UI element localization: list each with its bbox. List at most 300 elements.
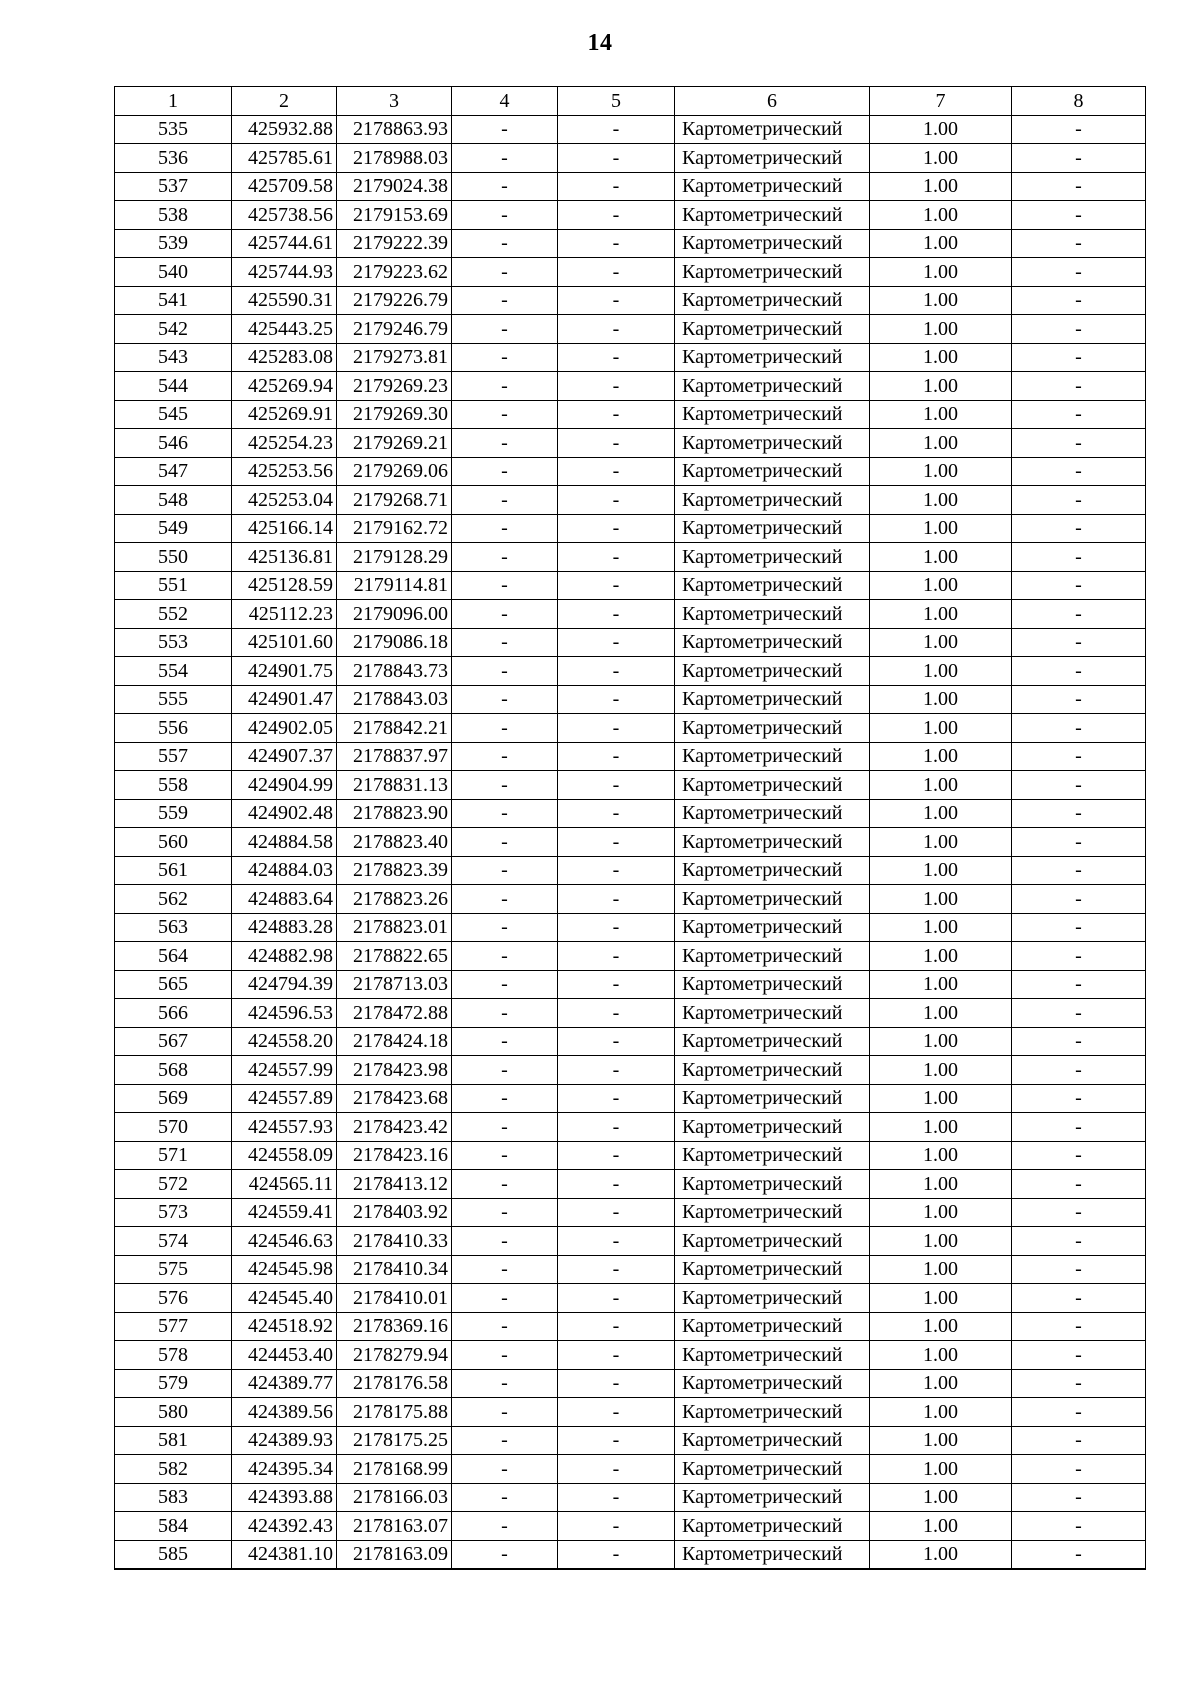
point-number-cell: 579 <box>115 1369 232 1398</box>
y-coordinate-cell: 2179246.79 <box>337 315 452 344</box>
method-cell: Картометрический <box>675 1113 870 1142</box>
method-cell: Картометрический <box>675 1512 870 1541</box>
method-cell: Картометрический <box>675 486 870 515</box>
x-coordinate-cell: 424389.56 <box>232 1398 337 1427</box>
accuracy-cell: 1.00 <box>870 315 1012 344</box>
method-cell: Картометрический <box>675 172 870 201</box>
table-row <box>115 1341 1146 1370</box>
accuracy-cell: 1.00 <box>870 828 1012 857</box>
x-coordinate-cell: 424883.28 <box>232 913 337 942</box>
table-row <box>115 657 1146 686</box>
col8-value-cell: - <box>1012 229 1146 258</box>
x-coordinate-cell: 425136.81 <box>232 543 337 572</box>
accuracy-cell: 1.00 <box>870 1113 1012 1142</box>
col5-value-cell: - <box>558 543 675 572</box>
col5-value-cell: - <box>558 628 675 657</box>
col8-value-cell: - <box>1012 771 1146 800</box>
y-coordinate-cell: 2178423.42 <box>337 1113 452 1142</box>
header-row <box>115 87 1146 116</box>
x-coordinate-cell: 424545.40 <box>232 1284 337 1313</box>
point-number-cell: 571 <box>115 1141 232 1170</box>
y-coordinate-cell: 2178988.03 <box>337 144 452 173</box>
y-coordinate-cell: 2178842.21 <box>337 714 452 743</box>
y-coordinate-cell: 2178823.90 <box>337 799 452 828</box>
y-coordinate-cell: 2179226.79 <box>337 286 452 315</box>
accuracy-cell: 1.00 <box>870 229 1012 258</box>
col4-value-cell: - <box>452 600 558 629</box>
y-coordinate-cell: 2178837.97 <box>337 742 452 771</box>
column-header-5: 5 <box>558 87 675 116</box>
column-header-8: 8 <box>1012 87 1146 116</box>
col5-value-cell: - <box>558 144 675 173</box>
y-coordinate-cell: 2179128.29 <box>337 543 452 572</box>
table-row <box>115 1455 1146 1484</box>
point-number-cell: 558 <box>115 771 232 800</box>
table-row <box>115 1255 1146 1284</box>
table-row <box>115 1027 1146 1056</box>
y-coordinate-cell: 2179269.30 <box>337 400 452 429</box>
accuracy-cell: 1.00 <box>870 1141 1012 1170</box>
method-cell: Картометрический <box>675 372 870 401</box>
point-number-cell: 557 <box>115 742 232 771</box>
method-cell: Картометрический <box>675 657 870 686</box>
col4-value-cell: - <box>452 514 558 543</box>
method-cell: Картометрический <box>675 942 870 971</box>
col8-value-cell: - <box>1012 543 1146 572</box>
accuracy-cell: 1.00 <box>870 1426 1012 1455</box>
col4-value-cell: - <box>452 885 558 914</box>
x-coordinate-cell: 425709.58 <box>232 172 337 201</box>
method-cell: Картометрический <box>675 115 870 144</box>
x-coordinate-cell: 424794.39 <box>232 970 337 999</box>
col5-value-cell: - <box>558 1426 675 1455</box>
accuracy-cell: 1.00 <box>870 999 1012 1028</box>
table-row <box>115 714 1146 743</box>
col4-value-cell: - <box>452 457 558 486</box>
point-number-cell: 564 <box>115 942 232 971</box>
y-coordinate-cell: 2178163.09 <box>337 1540 452 1569</box>
col5-value-cell: - <box>558 1369 675 1398</box>
table-row <box>115 229 1146 258</box>
col8-value-cell: - <box>1012 799 1146 828</box>
x-coordinate-cell: 424518.92 <box>232 1312 337 1341</box>
x-coordinate-cell: 425283.08 <box>232 343 337 372</box>
accuracy-cell: 1.00 <box>870 1198 1012 1227</box>
accuracy-cell: 1.00 <box>870 115 1012 144</box>
col8-value-cell: - <box>1012 343 1146 372</box>
method-cell: Картометрический <box>675 1483 870 1512</box>
col8-value-cell: - <box>1012 1455 1146 1484</box>
y-coordinate-cell: 2178176.58 <box>337 1369 452 1398</box>
table-row <box>115 343 1146 372</box>
table-row <box>115 799 1146 828</box>
col4-value-cell: - <box>452 115 558 144</box>
col5-value-cell: - <box>558 799 675 828</box>
col5-value-cell: - <box>558 913 675 942</box>
accuracy-cell: 1.00 <box>870 600 1012 629</box>
accuracy-cell: 1.00 <box>870 799 1012 828</box>
col5-value-cell: - <box>558 1027 675 1056</box>
table-row <box>115 1113 1146 1142</box>
x-coordinate-cell: 424884.58 <box>232 828 337 857</box>
accuracy-cell: 1.00 <box>870 201 1012 230</box>
col5-value-cell: - <box>558 942 675 971</box>
table-row <box>115 486 1146 515</box>
col4-value-cell: - <box>452 1198 558 1227</box>
y-coordinate-cell: 2178423.68 <box>337 1084 452 1113</box>
y-coordinate-cell: 2179269.21 <box>337 429 452 458</box>
col4-value-cell: - <box>452 913 558 942</box>
col8-value-cell: - <box>1012 970 1146 999</box>
col8-value-cell: - <box>1012 115 1146 144</box>
col8-value-cell: - <box>1012 685 1146 714</box>
x-coordinate-cell: 424901.75 <box>232 657 337 686</box>
y-coordinate-cell: 2178410.34 <box>337 1255 452 1284</box>
col8-value-cell: - <box>1012 1141 1146 1170</box>
point-number-cell: 550 <box>115 543 232 572</box>
col5-value-cell: - <box>558 1483 675 1512</box>
col8-value-cell: - <box>1012 514 1146 543</box>
col8-value-cell: - <box>1012 1027 1146 1056</box>
col4-value-cell: - <box>452 828 558 857</box>
table-row <box>115 856 1146 885</box>
table-row <box>115 771 1146 800</box>
col5-value-cell: - <box>558 1198 675 1227</box>
table-row <box>115 1056 1146 1085</box>
method-cell: Картометрический <box>675 799 870 828</box>
method-cell: Картометрический <box>675 229 870 258</box>
y-coordinate-cell: 2178863.93 <box>337 115 452 144</box>
col8-value-cell: - <box>1012 1341 1146 1370</box>
col5-value-cell: - <box>558 343 675 372</box>
x-coordinate-cell: 424453.40 <box>232 1341 337 1370</box>
col8-value-cell: - <box>1012 1483 1146 1512</box>
accuracy-cell: 1.00 <box>870 970 1012 999</box>
col8-value-cell: - <box>1012 1255 1146 1284</box>
column-header-2: 2 <box>232 87 337 116</box>
x-coordinate-cell: 425253.04 <box>232 486 337 515</box>
col8-value-cell: - <box>1012 1512 1146 1541</box>
col8-value-cell: - <box>1012 714 1146 743</box>
table-row <box>115 742 1146 771</box>
accuracy-cell: 1.00 <box>870 514 1012 543</box>
accuracy-cell: 1.00 <box>870 1027 1012 1056</box>
col4-value-cell: - <box>452 1512 558 1541</box>
method-cell: Картометрический <box>675 913 870 942</box>
col5-value-cell: - <box>558 172 675 201</box>
accuracy-cell: 1.00 <box>870 1255 1012 1284</box>
col5-value-cell: - <box>558 286 675 315</box>
y-coordinate-cell: 2178403.92 <box>337 1198 452 1227</box>
accuracy-cell: 1.00 <box>870 343 1012 372</box>
method-cell: Картометрический <box>675 429 870 458</box>
col4-value-cell: - <box>452 1170 558 1199</box>
table-row <box>115 828 1146 857</box>
point-number-cell: 566 <box>115 999 232 1028</box>
col4-value-cell: - <box>452 429 558 458</box>
x-coordinate-cell: 424904.99 <box>232 771 337 800</box>
col4-value-cell: - <box>452 970 558 999</box>
col5-value-cell: - <box>558 1084 675 1113</box>
accuracy-cell: 1.00 <box>870 372 1012 401</box>
col4-value-cell: - <box>452 172 558 201</box>
accuracy-cell: 1.00 <box>870 1341 1012 1370</box>
x-coordinate-cell: 425101.60 <box>232 628 337 657</box>
col4-value-cell: - <box>452 1141 558 1170</box>
point-number-cell: 562 <box>115 885 232 914</box>
x-coordinate-cell: 424882.98 <box>232 942 337 971</box>
accuracy-cell: 1.00 <box>870 1483 1012 1512</box>
x-coordinate-cell: 424546.63 <box>232 1227 337 1256</box>
col5-value-cell: - <box>558 1255 675 1284</box>
table-row <box>115 1198 1146 1227</box>
table-row <box>115 1141 1146 1170</box>
point-number-cell: 565 <box>115 970 232 999</box>
point-number-cell: 549 <box>115 514 232 543</box>
point-number-cell: 537 <box>115 172 232 201</box>
point-number-cell: 573 <box>115 1198 232 1227</box>
col5-value-cell: - <box>558 885 675 914</box>
y-coordinate-cell: 2179086.18 <box>337 628 452 657</box>
method-cell: Картометрический <box>675 885 870 914</box>
col8-value-cell: - <box>1012 1056 1146 1085</box>
method-cell: Картометрический <box>675 828 870 857</box>
y-coordinate-cell: 2178168.99 <box>337 1455 452 1484</box>
col8-value-cell: - <box>1012 742 1146 771</box>
col4-value-cell: - <box>452 856 558 885</box>
col5-value-cell: - <box>558 1113 675 1142</box>
col4-value-cell: - <box>452 372 558 401</box>
x-coordinate-cell: 425744.93 <box>232 258 337 287</box>
table-row <box>115 1369 1146 1398</box>
y-coordinate-cell: 2178369.16 <box>337 1312 452 1341</box>
y-coordinate-cell: 2178175.25 <box>337 1426 452 1455</box>
y-coordinate-cell: 2178843.03 <box>337 685 452 714</box>
col4-value-cell: - <box>452 315 558 344</box>
col4-value-cell: - <box>452 1027 558 1056</box>
method-cell: Картометрический <box>675 1455 870 1484</box>
x-coordinate-cell: 424557.89 <box>232 1084 337 1113</box>
method-cell: Картометрический <box>675 999 870 1028</box>
col5-value-cell: - <box>558 486 675 515</box>
table-row <box>115 372 1146 401</box>
x-coordinate-cell: 425166.14 <box>232 514 337 543</box>
col5-value-cell: - <box>558 714 675 743</box>
col5-value-cell: - <box>558 258 675 287</box>
col4-value-cell: - <box>452 771 558 800</box>
point-number-cell: 559 <box>115 799 232 828</box>
y-coordinate-cell: 2178472.88 <box>337 999 452 1028</box>
table-row <box>115 258 1146 287</box>
accuracy-cell: 1.00 <box>870 571 1012 600</box>
point-number-cell: 578 <box>115 1341 232 1370</box>
y-coordinate-cell: 2178831.13 <box>337 771 452 800</box>
col5-value-cell: - <box>558 828 675 857</box>
y-coordinate-cell: 2178413.12 <box>337 1170 452 1199</box>
method-cell: Картометрический <box>675 1255 870 1284</box>
col5-value-cell: - <box>558 685 675 714</box>
method-cell: Картометрический <box>675 1341 870 1370</box>
accuracy-cell: 1.00 <box>870 400 1012 429</box>
x-coordinate-cell: 424596.53 <box>232 999 337 1028</box>
col5-value-cell: - <box>558 1141 675 1170</box>
y-coordinate-cell: 2178410.33 <box>337 1227 452 1256</box>
accuracy-cell: 1.00 <box>870 657 1012 686</box>
point-number-cell: 536 <box>115 144 232 173</box>
col4-value-cell: - <box>452 942 558 971</box>
accuracy-cell: 1.00 <box>870 429 1012 458</box>
method-cell: Картометрический <box>675 771 870 800</box>
col4-value-cell: - <box>452 1255 558 1284</box>
method-cell: Картометрический <box>675 1027 870 1056</box>
x-coordinate-cell: 424389.93 <box>232 1426 337 1455</box>
col8-value-cell: - <box>1012 372 1146 401</box>
col8-value-cell: - <box>1012 828 1146 857</box>
x-coordinate-cell: 424558.20 <box>232 1027 337 1056</box>
table-row <box>115 1483 1146 1512</box>
y-coordinate-cell: 2178424.18 <box>337 1027 452 1056</box>
x-coordinate-cell: 425738.56 <box>232 201 337 230</box>
x-coordinate-cell: 424557.93 <box>232 1113 337 1142</box>
col8-value-cell: - <box>1012 1227 1146 1256</box>
accuracy-cell: 1.00 <box>870 286 1012 315</box>
col4-value-cell: - <box>452 229 558 258</box>
method-cell: Картометрический <box>675 315 870 344</box>
point-number-cell: 543 <box>115 343 232 372</box>
x-coordinate-cell: 424884.03 <box>232 856 337 885</box>
table-row <box>115 999 1146 1028</box>
col8-value-cell: - <box>1012 201 1146 230</box>
method-cell: Картометрический <box>675 1284 870 1313</box>
col8-value-cell: - <box>1012 913 1146 942</box>
x-coordinate-cell: 425254.23 <box>232 429 337 458</box>
table-row <box>115 315 1146 344</box>
y-coordinate-cell: 2178822.65 <box>337 942 452 971</box>
col5-value-cell: - <box>558 571 675 600</box>
method-cell: Картометрический <box>675 571 870 600</box>
point-number-cell: 551 <box>115 571 232 600</box>
col8-value-cell: - <box>1012 1284 1146 1313</box>
col5-value-cell: - <box>558 742 675 771</box>
table-row <box>115 1170 1146 1199</box>
col4-value-cell: - <box>452 201 558 230</box>
col8-value-cell: - <box>1012 1369 1146 1398</box>
x-coordinate-cell: 424381.10 <box>232 1540 337 1569</box>
col8-value-cell: - <box>1012 856 1146 885</box>
x-coordinate-cell: 424558.09 <box>232 1141 337 1170</box>
col5-value-cell: - <box>558 657 675 686</box>
y-coordinate-cell: 2178423.16 <box>337 1141 452 1170</box>
x-coordinate-cell: 424393.88 <box>232 1483 337 1512</box>
col4-value-cell: - <box>452 1341 558 1370</box>
method-cell: Картометрический <box>675 400 870 429</box>
table-row <box>115 286 1146 315</box>
col8-value-cell: - <box>1012 286 1146 315</box>
y-coordinate-cell: 2179223.62 <box>337 258 452 287</box>
table-row <box>115 885 1146 914</box>
col4-value-cell: - <box>452 714 558 743</box>
accuracy-cell: 1.00 <box>870 628 1012 657</box>
point-number-cell: 577 <box>115 1312 232 1341</box>
accuracy-cell: 1.00 <box>870 942 1012 971</box>
table-row <box>115 201 1146 230</box>
point-number-cell: 541 <box>115 286 232 315</box>
table-row <box>115 1540 1146 1569</box>
accuracy-cell: 1.00 <box>870 856 1012 885</box>
x-coordinate-cell: 424902.48 <box>232 799 337 828</box>
x-coordinate-cell: 424907.37 <box>232 742 337 771</box>
col4-value-cell: - <box>452 286 558 315</box>
table-row <box>115 514 1146 543</box>
point-number-cell: 561 <box>115 856 232 885</box>
point-number-cell: 540 <box>115 258 232 287</box>
point-number-cell: 583 <box>115 1483 232 1512</box>
x-coordinate-cell: 425269.94 <box>232 372 337 401</box>
point-number-cell: 553 <box>115 628 232 657</box>
point-number-cell: 548 <box>115 486 232 515</box>
col5-value-cell: - <box>558 1540 675 1569</box>
y-coordinate-cell: 2179273.81 <box>337 343 452 372</box>
accuracy-cell: 1.00 <box>870 1284 1012 1313</box>
x-coordinate-cell: 425932.88 <box>232 115 337 144</box>
method-cell: Картометрический <box>675 258 870 287</box>
col8-value-cell: - <box>1012 429 1146 458</box>
y-coordinate-cell: 2178843.73 <box>337 657 452 686</box>
method-cell: Картометрический <box>675 457 870 486</box>
y-coordinate-cell: 2178423.98 <box>337 1056 452 1085</box>
col8-value-cell: - <box>1012 1426 1146 1455</box>
table-row <box>115 970 1146 999</box>
method-cell: Картометрический <box>675 1398 870 1427</box>
y-coordinate-cell: 2178823.39 <box>337 856 452 885</box>
table-row <box>115 1398 1146 1427</box>
col8-value-cell: - <box>1012 144 1146 173</box>
y-coordinate-cell: 2179268.71 <box>337 486 452 515</box>
table-row <box>115 571 1146 600</box>
method-cell: Картометрический <box>675 144 870 173</box>
point-number-cell: 580 <box>115 1398 232 1427</box>
point-number-cell: 568 <box>115 1056 232 1085</box>
point-number-cell: 552 <box>115 600 232 629</box>
method-cell: Картометрический <box>675 286 870 315</box>
y-coordinate-cell: 2179269.06 <box>337 457 452 486</box>
point-number-cell: 542 <box>115 315 232 344</box>
col4-value-cell: - <box>452 343 558 372</box>
x-coordinate-cell: 425253.56 <box>232 457 337 486</box>
method-cell: Картометрический <box>675 1426 870 1455</box>
col4-value-cell: - <box>452 1540 558 1569</box>
col8-value-cell: - <box>1012 657 1146 686</box>
accuracy-cell: 1.00 <box>870 714 1012 743</box>
method-cell: Картометрический <box>675 1227 870 1256</box>
point-number-cell: 582 <box>115 1455 232 1484</box>
x-coordinate-cell: 425590.31 <box>232 286 337 315</box>
accuracy-cell: 1.00 <box>870 258 1012 287</box>
col8-value-cell: - <box>1012 1312 1146 1341</box>
y-coordinate-cell: 2179096.00 <box>337 600 452 629</box>
x-coordinate-cell: 424557.99 <box>232 1056 337 1085</box>
accuracy-cell: 1.00 <box>870 1056 1012 1085</box>
col8-value-cell: - <box>1012 400 1146 429</box>
accuracy-cell: 1.00 <box>870 1170 1012 1199</box>
col8-value-cell: - <box>1012 315 1146 344</box>
y-coordinate-cell: 2178166.03 <box>337 1483 452 1512</box>
table-row <box>115 913 1146 942</box>
col5-value-cell: - <box>558 115 675 144</box>
y-coordinate-cell: 2179024.38 <box>337 172 452 201</box>
col4-value-cell: - <box>452 657 558 686</box>
accuracy-cell: 1.00 <box>870 742 1012 771</box>
